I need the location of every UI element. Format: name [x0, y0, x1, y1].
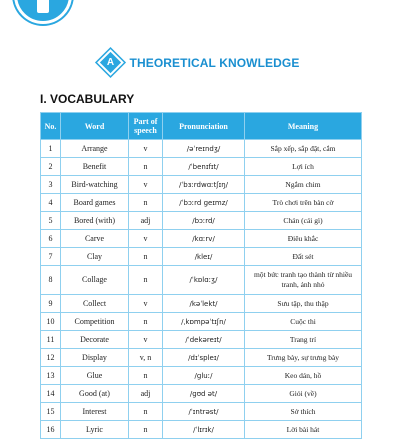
row-pos: n	[129, 248, 163, 266]
row-no: 5	[41, 212, 61, 230]
row-pos: n	[129, 194, 163, 212]
row-pronunciation: /dɪˈspleɪ/	[163, 349, 245, 367]
row-no: 12	[41, 349, 61, 367]
table-row	[41, 295, 362, 313]
row-word: Board games	[61, 194, 129, 212]
row-meaning: Lời bài hát	[245, 421, 362, 439]
table-row	[41, 266, 362, 295]
row-no: 4	[41, 194, 61, 212]
row-pos: v	[129, 295, 163, 313]
section-header	[0, 53, 400, 72]
table-row	[41, 194, 362, 212]
row-pos: v	[129, 331, 163, 349]
row-no: 15	[41, 403, 61, 421]
row-word: Collect	[61, 295, 129, 313]
row-meaning: Sắp xếp, sắp đặt, cắm	[245, 140, 362, 158]
row-meaning: Điêu khắc	[245, 230, 362, 248]
table-row	[41, 158, 362, 176]
table-row	[41, 421, 362, 439]
row-word: Decorate	[61, 331, 129, 349]
vocabulary-table	[40, 112, 362, 439]
row-pronunciation: /ɡʊd ət/	[163, 385, 245, 403]
header-no: No.	[41, 113, 61, 140]
row-meaning: Sưu tập, thu thập	[245, 295, 362, 313]
row-pronunciation: /ˈkɒlɑːʒ/	[163, 266, 245, 295]
table-row	[41, 212, 362, 230]
row-pos: adj	[129, 385, 163, 403]
row-pronunciation: /kɑːrv/	[163, 230, 245, 248]
section-diamond-icon	[97, 49, 124, 76]
row-pronunciation: /ˈlɪrɪk/	[163, 421, 245, 439]
row-no: 13	[41, 367, 61, 385]
row-word: Lyric	[61, 421, 129, 439]
row-meaning: Chán (cái gì)	[245, 212, 362, 230]
row-meaning: Trang trí	[245, 331, 362, 349]
row-meaning: Ngắm chim	[245, 176, 362, 194]
table-row	[41, 313, 362, 331]
row-pos: v	[129, 230, 163, 248]
row-pronunciation: /ˈɪntrəst/	[163, 403, 245, 421]
table-row	[41, 176, 362, 194]
section-title: THEORETICAL KNOWLEDGE	[129, 55, 300, 70]
row-pronunciation: /ˈbɜːrdwɑːtʃɪŋ/	[163, 176, 245, 194]
row-pos: n	[129, 313, 163, 331]
row-word: Bird-watching	[61, 176, 129, 194]
row-word: Good (at)	[61, 385, 129, 403]
row-pronunciation: /ˈbɔːrd ɡeɪmz/	[163, 194, 245, 212]
row-pronunciation: /ˈbenɪfɪt/	[163, 158, 245, 176]
table-row	[41, 331, 362, 349]
row-word: Benefit	[61, 158, 129, 176]
row-pos: n	[129, 158, 163, 176]
row-pronunciation: /kəˈlekt/	[163, 295, 245, 313]
row-word: Carve	[61, 230, 129, 248]
row-no: 9	[41, 295, 61, 313]
row-pos: adj	[129, 212, 163, 230]
row-pos: v, n	[129, 349, 163, 367]
header-word: Word	[61, 113, 129, 140]
header-part-of-speech: Part of speech	[129, 113, 163, 140]
section-letter: A	[106, 57, 114, 68]
row-pronunciation: /ˌkɒmpəˈtɪʃn/	[163, 313, 245, 331]
row-pronunciation: /bɔːrd/	[163, 212, 245, 230]
row-meaning: Lợi ích	[245, 158, 362, 176]
row-word: Glue	[61, 367, 129, 385]
row-pos: n	[129, 421, 163, 439]
row-no: 1	[41, 140, 61, 158]
row-pos: n	[129, 403, 163, 421]
row-meaning: Trưng bày, sự trưng bày	[245, 349, 362, 367]
row-meaning: Keo dán, hồ	[245, 367, 362, 385]
row-meaning: Sở thích	[245, 403, 362, 421]
table-row	[41, 248, 362, 266]
table-row	[41, 403, 362, 421]
row-word: Clay	[61, 248, 129, 266]
row-pos: n	[129, 367, 163, 385]
row-word: Arrange	[61, 140, 129, 158]
row-no: 14	[41, 385, 61, 403]
table-row	[41, 349, 362, 367]
row-no: 16	[41, 421, 61, 439]
vocabulary-heading: I. VOCABULARY	[40, 92, 135, 106]
row-pronunciation: /ˈdekəreɪt/	[163, 331, 245, 349]
row-meaning: Giỏi (về)	[245, 385, 362, 403]
table-row	[41, 230, 362, 248]
row-meaning: một bức tranh tạo thành từ nhiều tranh, ảnh nhỏ	[245, 266, 362, 295]
row-meaning: Trò chơi trên bàn cờ	[245, 194, 362, 212]
row-pos: v	[129, 176, 163, 194]
row-no: 2	[41, 158, 61, 176]
row-pronunciation: /ɡluː/	[163, 367, 245, 385]
row-word: Collage	[61, 266, 129, 295]
row-no: 10	[41, 313, 61, 331]
row-word: Display	[61, 349, 129, 367]
header-meaning: Meaning	[245, 113, 362, 140]
row-word: Interest	[61, 403, 129, 421]
row-no: 7	[41, 248, 61, 266]
row-no: 3	[41, 176, 61, 194]
row-no: 11	[41, 331, 61, 349]
row-no: 6	[41, 230, 61, 248]
table-row	[41, 140, 362, 158]
row-meaning: Cuộc thi	[245, 313, 362, 331]
row-pronunciation: /kleɪ/	[163, 248, 245, 266]
row-word: Competition	[61, 313, 129, 331]
chapter-badge-icon	[14, 0, 72, 24]
table-header-row	[41, 113, 362, 140]
row-word: Bored (with)	[61, 212, 129, 230]
table-row	[41, 367, 362, 385]
row-meaning: Đất sét	[245, 248, 362, 266]
row-pronunciation: /əˈreɪndʒ/	[163, 140, 245, 158]
header-pronunciation: Pronunciation	[163, 113, 245, 140]
row-pos: v	[129, 140, 163, 158]
row-pos: n	[129, 266, 163, 295]
row-no: 8	[41, 266, 61, 295]
